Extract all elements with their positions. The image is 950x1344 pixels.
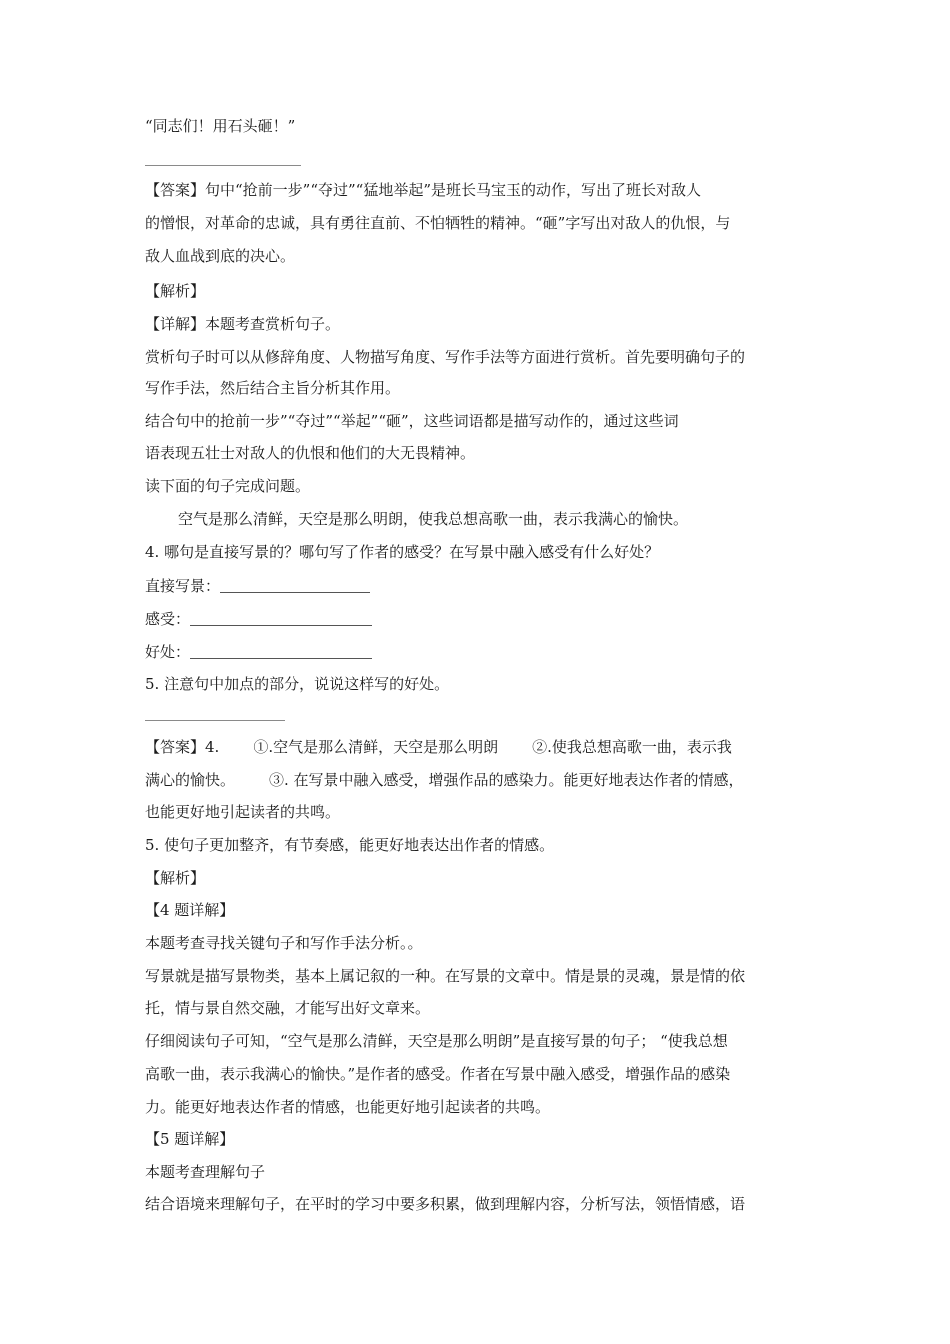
answer-blank-rule bbox=[145, 165, 301, 166]
detail-line: 结合语境来理解句子，在平时的学习中要多积累，做到理解内容，分析写法，领悟情感，语 bbox=[145, 1195, 746, 1213]
instruction-line: 读下面的句子完成问题。 bbox=[145, 477, 311, 495]
detail-heading-4: 【4 题详解】 bbox=[145, 901, 235, 919]
passage-sentence: 空气是那么清鲜，天空是那么明朗，使我总想高歌一曲，表示我满心的愉快。 bbox=[178, 510, 689, 528]
field-label: 好处： bbox=[145, 643, 191, 661]
answer-line bbox=[145, 770, 744, 790]
answer-blank-rule bbox=[145, 720, 285, 721]
fill-blank[interactable] bbox=[220, 578, 370, 593]
answer-item-3: ③. 在写景中融入感受，增强作品的感染力。能更好地表达作者的情感， bbox=[269, 771, 744, 789]
answer-field-scene bbox=[145, 576, 370, 596]
analysis-heading: 【解析】 bbox=[145, 869, 206, 887]
fill-blank[interactable] bbox=[190, 644, 372, 659]
question-5: 5. 注意句中加点的部分，说说这样写的好处。 bbox=[145, 675, 450, 693]
detail-line: 本题考查寻找关键句子和写作手法分析。。 bbox=[145, 934, 423, 952]
answer-field-benefit bbox=[145, 642, 372, 662]
answer-item-2-cont: 满心的愉快。 bbox=[145, 771, 236, 789]
answer-item-1: ①.空气是那么清鲜，天空是那么明朗 bbox=[253, 738, 499, 756]
detail-line: 【详解】本题考查赏析句子。 bbox=[145, 315, 341, 333]
answer-label: 【答案】4. bbox=[145, 738, 220, 756]
detail-line: 高歌一曲，表示我满心的愉快。”是作者的感受。作者在写景中融入感受，增强作品的感染 bbox=[145, 1065, 731, 1083]
detail-heading-5: 【5 题详解】 bbox=[145, 1130, 235, 1148]
detail-line: 赏析句子时可以从修辞角度、人物描写角度、写作手法等方面进行赏析。首先要明确句子的 bbox=[145, 348, 746, 366]
detail-line: 托，情与景自然交融，才能写出好文章来。 bbox=[145, 999, 431, 1017]
detail-line: 写景就是描写景物类，基本上属记叙的一种。在写景的文章中。情是景的灵魂，景是情的依 bbox=[145, 967, 746, 985]
answer-line: 也能更好地引起读者的共鸣。 bbox=[145, 803, 341, 821]
detail-line: 写作手法，然后结合主旨分析其作用。 bbox=[145, 379, 401, 397]
answer-line bbox=[145, 737, 732, 757]
analysis-heading: 【解析】 bbox=[145, 282, 206, 300]
detail-line: 结合句中的抢前一步”“夺过”“举起”“砸”，这些词语都是描写动作的，通过这些词 bbox=[145, 412, 679, 430]
field-label: 感受： bbox=[145, 610, 191, 628]
answer-line: 5. 使句子更加整齐，有节奏感，能更好地表达出作者的情感。 bbox=[145, 836, 555, 854]
answer-line: 的憎恨，对革命的忠诚，具有勇往直前、不怕牺牲的精神。“砸”字写出对敌人的仇恨，与 bbox=[145, 214, 731, 232]
detail-line: 力。能更好地表达作者的情感，也能更好地引起读者的共鸣。 bbox=[145, 1098, 551, 1116]
fill-blank[interactable] bbox=[190, 611, 372, 626]
field-label: 直接写景： bbox=[145, 577, 221, 595]
detail-line: 本题考查理解句子 bbox=[145, 1163, 266, 1181]
answer-field-feeling bbox=[145, 609, 372, 629]
question-4: 4. 哪句是直接写景的？哪句写了作者的感受？在写景中融入感受有什么好处？ bbox=[145, 543, 660, 561]
detail-line: 仔细阅读句子可知，“空气是那么清鲜，天空是那么明朗”是直接写景的句子； “使我总想 bbox=[145, 1032, 728, 1050]
answer-line: 敌人血战到底的决心。 bbox=[145, 247, 296, 265]
detail-line: 语表现五壮士对敌人的仇恨和他们的大无畏精神。 bbox=[145, 444, 476, 462]
quote-line: “同志们！用石头砸！” bbox=[145, 117, 296, 135]
answer-line: 【答案】句中“抢前一步”“夺过”“猛地举起”是班长马宝玉的动作，写出了班长对敌人 bbox=[145, 181, 702, 199]
answer-item-2: ②.使我总想高歌一曲，表示我 bbox=[532, 738, 732, 756]
